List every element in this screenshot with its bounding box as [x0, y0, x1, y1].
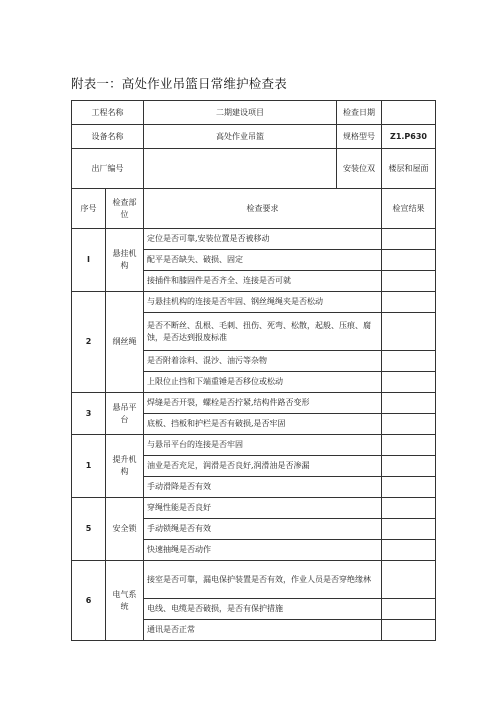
result-cell[interactable] — [382, 477, 436, 498]
inspection-requirement: 接插件和膝固件是否齐全、连接是否可就 — [144, 271, 382, 292]
table-row — [72, 393, 436, 414]
row-number: 6 — [72, 561, 106, 641]
header-row-equipment — [72, 125, 436, 149]
row-number: 1 — [72, 435, 106, 498]
inspection-requirement: 手动滑降是否有效 — [144, 477, 382, 498]
col-part-header: 检查部位 — [106, 189, 144, 229]
factory-no-label: 出厂编号 — [72, 149, 144, 189]
inspection-requirement: 是否附着涂料、混沙、油污等杂物 — [144, 351, 382, 372]
check-date-label: 检查日期 — [337, 101, 382, 125]
result-cell[interactable] — [382, 229, 436, 250]
row-number: 2 — [72, 292, 106, 393]
inspection-requirement: 油业是否充足，润滑是否良好,润滑油是否渗漏 — [144, 456, 382, 477]
inspection-requirement: 穿绳性能是否良好 — [144, 498, 382, 519]
result-cell[interactable] — [382, 540, 436, 561]
inspection-requirement: 是否不断丝、乱根、毛刺、扭伤、死弯、松散，起般、压痕、腐蚀，是否达到报废标准 — [144, 313, 382, 351]
inspection-requirement: 通讯是否正常 — [144, 620, 382, 641]
inspection-requirement: 手动锁绳是否有效 — [144, 519, 382, 540]
inspection-requirement: 上限位止挡和下端重锤是否移位或松动 — [144, 372, 382, 393]
header-row-factory — [72, 149, 436, 189]
inspection-requirement: 配平是否缺失、破损、固定 — [144, 250, 382, 271]
result-cell[interactable] — [382, 599, 436, 620]
install-position-value: 楼层和屋面 — [382, 149, 436, 189]
result-cell[interactable] — [382, 250, 436, 271]
row-number: 3 — [72, 393, 106, 435]
project-value: 二期建设项目 — [144, 101, 337, 125]
result-cell[interactable] — [382, 351, 436, 372]
inspection-part: 提升机构 — [106, 435, 144, 498]
result-cell[interactable] — [382, 393, 436, 414]
inspection-requirement: 与悬吊平台的连接是否牢固 — [144, 435, 382, 456]
result-cell[interactable] — [382, 292, 436, 313]
table-row — [72, 229, 436, 250]
inspection-requirement: 电线、电缆是否破损，是否有保护措施 — [144, 599, 382, 620]
col-seq-header: 序号 — [72, 189, 106, 229]
inspection-requirement: 焊缝是否开裂，螺栓是否拧紧,结构件路否变形 — [144, 393, 382, 414]
table-row — [72, 292, 436, 313]
equipment-value: 高处作业吊篮 — [144, 125, 337, 149]
header-row-project — [72, 101, 436, 125]
project-label: 工程名称 — [72, 101, 144, 125]
col-result-header: 检宣结果 — [382, 189, 436, 229]
inspection-part: 电气系统 — [106, 561, 144, 641]
result-cell[interactable] — [382, 561, 436, 599]
table-row — [72, 435, 436, 456]
equipment-label: 设备名称 — [72, 125, 144, 149]
result-cell[interactable] — [382, 271, 436, 292]
row-number: I — [72, 229, 106, 292]
check-date-value — [382, 101, 436, 125]
factory-no-value — [144, 149, 337, 189]
inspection-requirement: 底板、挡板和护栏是否有破损,是否牢固 — [144, 414, 382, 435]
inspection-part: 纲丝绳 — [106, 292, 144, 393]
form-title: 附表一：高处作业吊篮日常维护检查表 — [71, 76, 287, 91]
result-cell[interactable] — [382, 519, 436, 540]
col-requirement-header: 检查要求 — [144, 189, 382, 229]
inspection-requirement: 接室是否可靠，漏电保护装置是否有效，作业人员是否穿绝缘林 — [144, 561, 382, 599]
result-cell[interactable] — [382, 435, 436, 456]
inspection-part: 悬吊平台 — [106, 393, 144, 435]
inspection-requirement: 定位是否可靠,安装位置是否被移动 — [144, 229, 382, 250]
row-number: 5 — [72, 498, 106, 561]
install-position-label: 安装位双 — [337, 149, 382, 189]
inspection-requirement: 与悬挂机构的连接是否牢固、钢丝绳绳夹是否松动 — [144, 292, 382, 313]
table-row — [72, 498, 436, 519]
model-value: Z1.P630 — [382, 125, 436, 149]
inspection-table — [71, 100, 436, 641]
model-label: 规格型号 — [337, 125, 382, 149]
result-cell[interactable] — [382, 620, 436, 641]
result-cell[interactable] — [382, 414, 436, 435]
result-cell[interactable] — [382, 498, 436, 519]
column-header-row — [72, 189, 436, 229]
result-cell[interactable] — [382, 313, 436, 351]
result-cell[interactable] — [382, 456, 436, 477]
result-cell[interactable] — [382, 372, 436, 393]
inspection-part: 悬挂机构 — [106, 229, 144, 292]
inspection-part: 安全锁 — [106, 498, 144, 561]
table-row — [72, 561, 436, 599]
inspection-requirement: 快速抽绳是否动作 — [144, 540, 382, 561]
